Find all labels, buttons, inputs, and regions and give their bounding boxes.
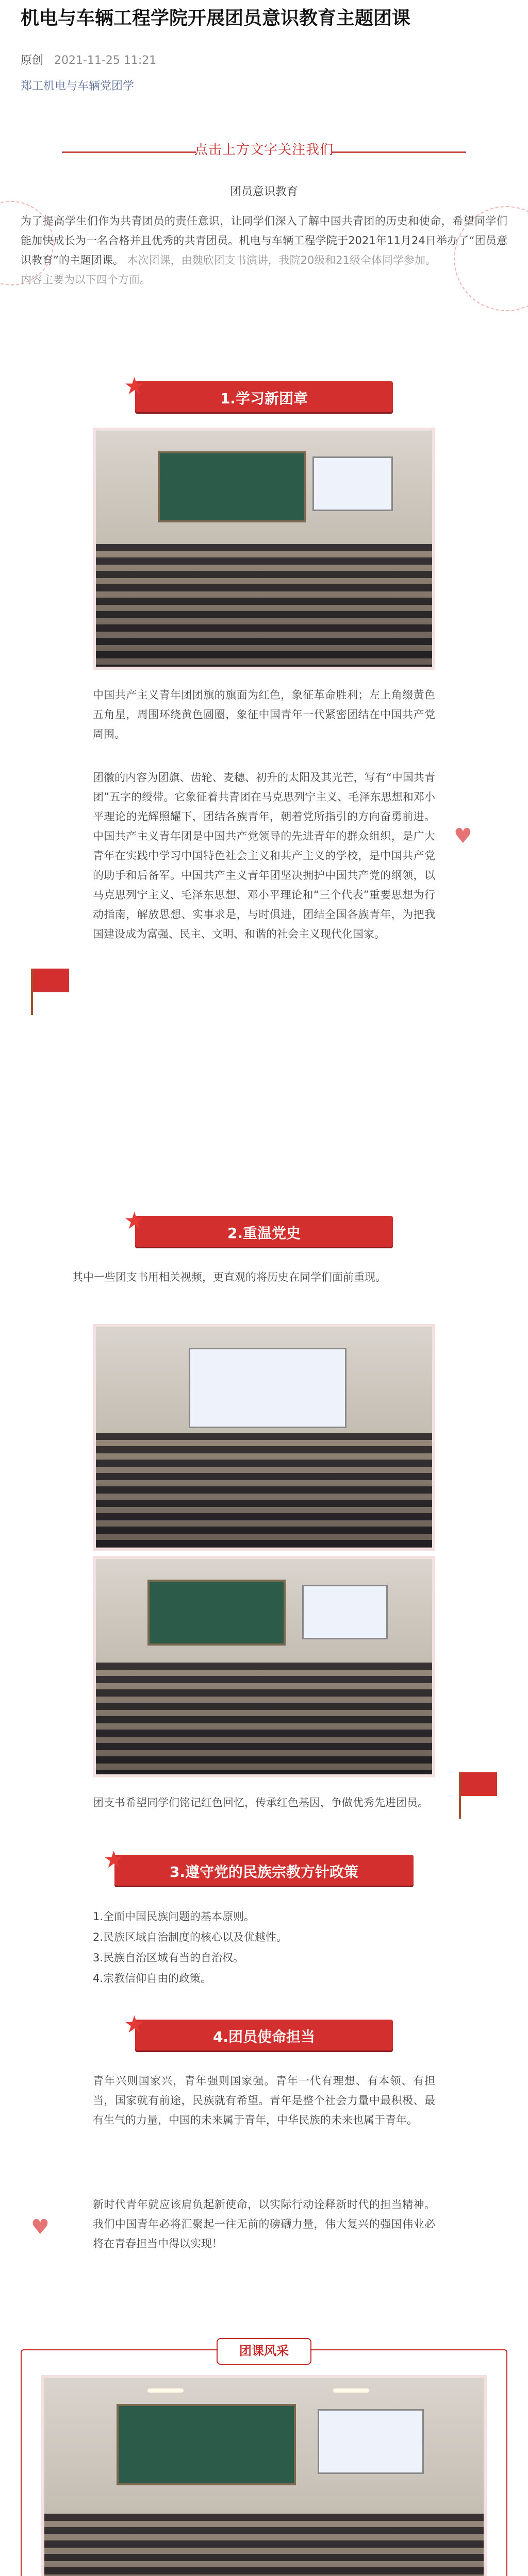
heart-icon: ♥ bbox=[31, 2215, 50, 2239]
photo-students bbox=[96, 1663, 432, 1774]
author-link[interactable]: 郑工机电与车辆党团学 bbox=[21, 80, 135, 93]
section-header-1 bbox=[124, 372, 393, 412]
section1-text: 中国共产主义青年团团旗的旗面为红色，象征革命胜利；左上角缀黄色五角星，周围环绕黄色圆圈，象征中国青年一代紧密团结在中国共产党周围。 bbox=[93, 689, 435, 740]
star-icon: ★ bbox=[124, 1207, 145, 1234]
star-icon: ★ bbox=[103, 1845, 125, 1873]
photo-students bbox=[96, 544, 432, 667]
gallery-title: 团课风采 bbox=[217, 2338, 311, 2365]
intro-paragraph bbox=[21, 211, 507, 290]
publish-time: 2021-11-25 11:21 bbox=[54, 54, 157, 67]
section-label: 2.重温党史 bbox=[227, 1225, 301, 1242]
section-header-4 bbox=[124, 2010, 393, 2050]
heart-icon: ♥ bbox=[454, 824, 472, 848]
intro-text: 为了提高学生们作为共青团员的责任意识，让同学们深入了解中国共青团的历史和使命，希望同学们能加快成长为一名合格并且优秀的共青团员。机电与车辆工程学院于2021年11月24日举办了“团员意识教育”的主题团课。 bbox=[21, 215, 507, 266]
photo-screen bbox=[318, 2409, 424, 2474]
list-item: 3.民族自治区域有当的自治权。 bbox=[93, 1952, 244, 1964]
article-meta bbox=[21, 52, 157, 93]
intro-outline: 内容主要为以下四个方面。 bbox=[21, 274, 151, 286]
section-header-3 bbox=[103, 1845, 414, 1886]
section-label: 3.遵守党的民族宗教方针政策 bbox=[169, 1863, 359, 1880]
section-header-2 bbox=[124, 1207, 393, 1247]
intro-note: 本次团课，由魏欣团支书演讲，我院20级和21级全体同学参加。 bbox=[127, 254, 437, 266]
photo-classroom-3 bbox=[93, 1556, 435, 1777]
section4-text: 青年兴则国家兴，青年强则国家强。青年一代有理想、有本领、有担当，国家就有前途，民族就有希望。青年是整个社会力量中最积极、最有生气的力量，中国的未来属于青年，中华民族的未来也属于青年。 bbox=[93, 2075, 435, 2126]
follow-text[interactable]: 点击上方文字关注我们 bbox=[194, 142, 334, 158]
follow-banner[interactable] bbox=[21, 134, 507, 170]
list-item: 1.全面中国民族问题的基本原则。 bbox=[93, 1910, 255, 1923]
photo-blackboard bbox=[147, 1580, 286, 1646]
list-item: 4.宗教信仰自由的政策。 bbox=[93, 1972, 212, 1985]
photo-students bbox=[44, 2514, 484, 2576]
article-title: 机电与车辆工程学院开展团员意识教育主题团课 bbox=[21, 8, 411, 29]
photo-screen bbox=[302, 1585, 388, 1639]
photo-screen bbox=[189, 1348, 346, 1428]
section-label: 1.学习新团章 bbox=[220, 390, 308, 407]
section-label: 4.团员使命担当 bbox=[212, 2028, 316, 2045]
policy-list bbox=[93, 1906, 435, 1989]
section1-text-2: 团徽的内容为团旗、齿轮、麦穗、初升的太阳及其光芒，写有“中国共青团”五字的绶带。它象征着共青团在马克思列宁主义、毛泽东思想和邓小平理论的光辉照耀下，团结各族青年，朝着党所指引的方向奋勇前进。中国共产主义青年团是中国共产党领导的先进青年的群众组织，是广大青年在实践中学习中国特色社会主义和共产主义的学校，是中国共产党的助手和后备军。中国共产主义青年团坚决拥护中国共产党的纲领，以马克思列宁主义、毛泽东思想、邓小平理论和“三个代表”重要思想为行动指南，解放思想、实事求是，与时俱进，团结全国各族青年，为把我国建设成为富强、民主、文明、和谐的社会主义现代化国家。 bbox=[93, 771, 435, 940]
section4-text-2: 新时代青年就应该肩负起新使命，以实际行动诠释新时代的担当精神。我们中国青年必将汇聚起一往无前的磅礴力量，伟大复兴的强国伟业必将在青春担当中得以实现！ bbox=[93, 2198, 435, 2250]
original-tag: 原创 bbox=[21, 54, 44, 67]
photo-classroom-2 bbox=[93, 1324, 435, 1551]
org-name: 团员意识教育 bbox=[229, 185, 298, 198]
list-item: 2.民族区域自治制度的核心以及优越性。 bbox=[93, 1931, 288, 1943]
section2-text: 其中一些团支书用相关视频，更直观的将历史在同学们面前重现。 bbox=[72, 1271, 386, 1283]
section2-text-2: 团支书希望同学们铭记红色回忆，传承红色基因，争做优秀先进团员。 bbox=[93, 1797, 428, 1809]
star-icon: ★ bbox=[124, 2010, 145, 2038]
photo-blackboard bbox=[158, 451, 306, 522]
photo-blackboard bbox=[117, 2404, 296, 2485]
star-icon: ★ bbox=[124, 372, 145, 400]
photo-screen bbox=[312, 456, 393, 511]
photo-students bbox=[96, 1433, 432, 1548]
photo-gallery-1 bbox=[41, 2375, 487, 2576]
photo-classroom-1 bbox=[93, 428, 435, 670]
